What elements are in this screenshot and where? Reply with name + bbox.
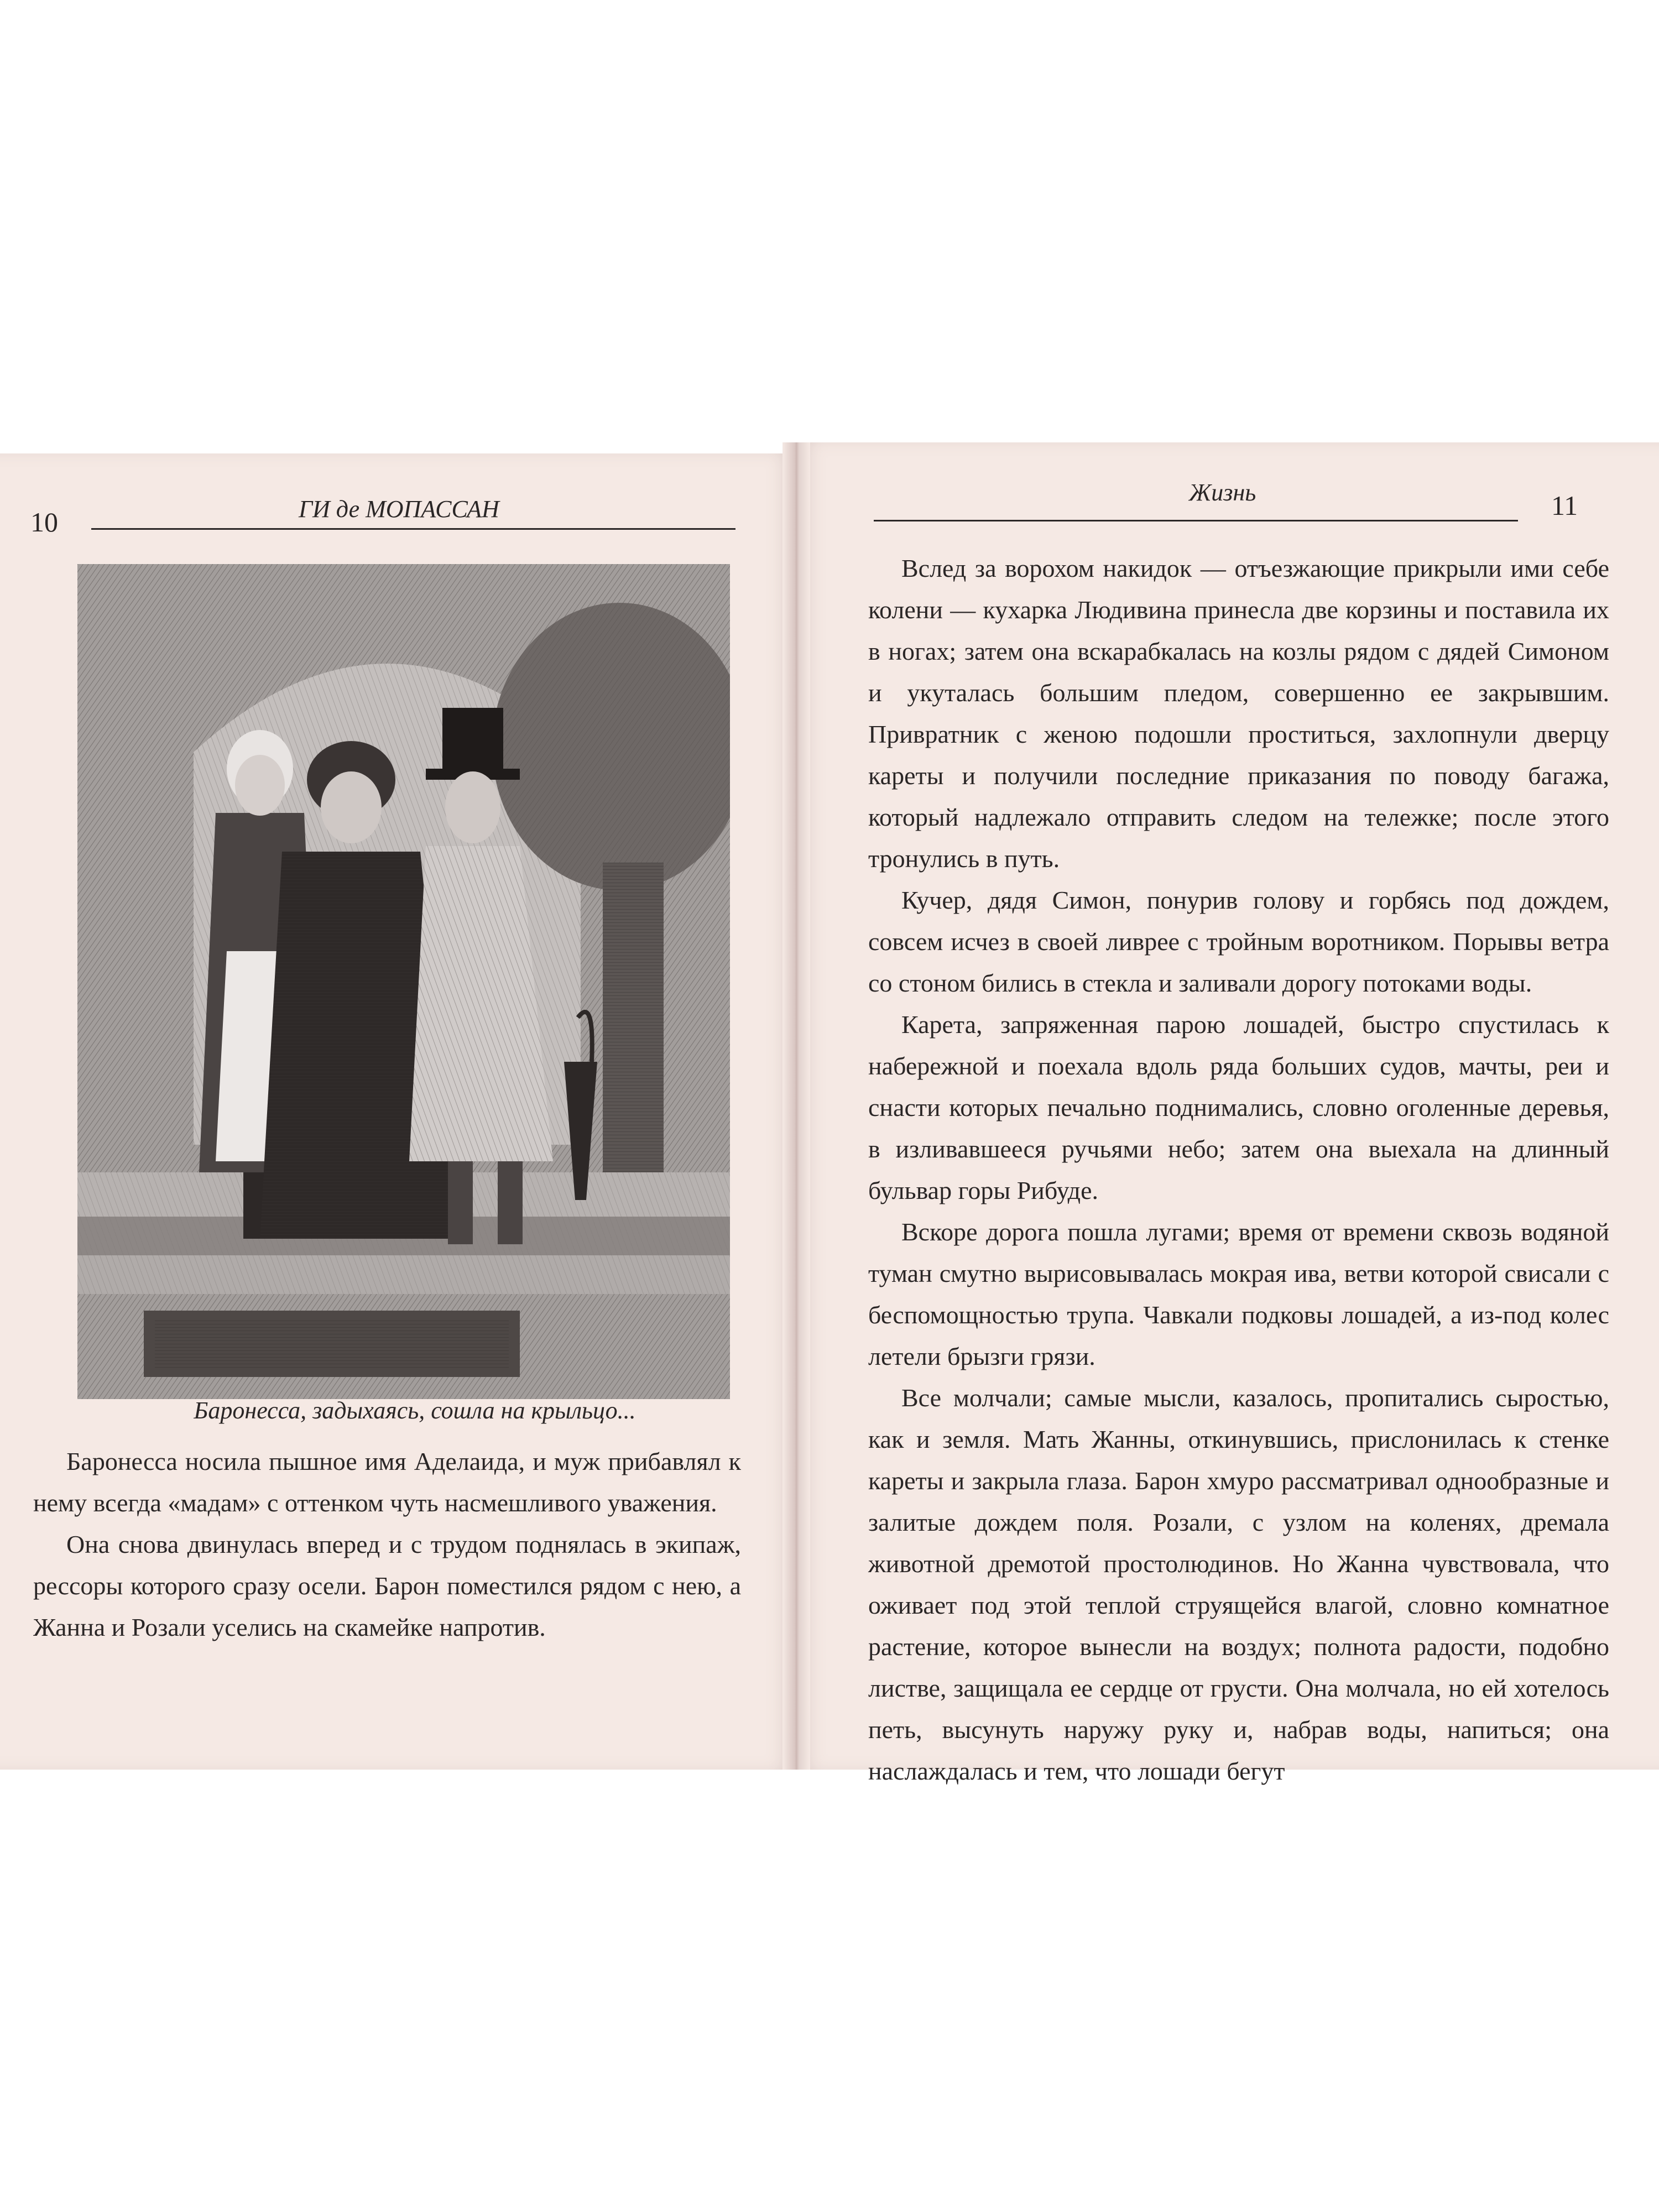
left-header-rule: [91, 528, 735, 530]
left-page-number: 10: [30, 507, 58, 538]
right-page-number: 11: [1551, 490, 1578, 521]
engraving-illustration: [77, 564, 730, 1399]
book-gutter: [782, 442, 810, 1770]
left-paragraph-2: Она снова двинулась вперед и с трудом поднялась в экипаж, рессоры которого сразу осели. Барон поместился рядом с нею, а Жанна и Розали уселись на скамейке напротив.: [33, 1530, 741, 1641]
right-running-head: Жизнь: [1189, 479, 1256, 506]
right-paragraph-4: Вскоре дорога пошла лугами; время от времени сквозь водяной туман смутно вырисовывалась мокрая ива, ветви которой свисали с беспомощностью трупа. Чавкали подковы лошадей, а из-под колес летели брызги грязи.: [868, 1218, 1609, 1370]
engraving-image: [77, 564, 730, 1399]
left-body-text: [33, 1441, 741, 1648]
right-paragraph-2: Кучер, дядя Симон, понурив голову и горбясь под дождем, совсем исчез в своей ливрее с тройным воротником. Порывы ветра со стоном бились в стекла и заливали дорогу потоками воды.: [868, 886, 1609, 997]
right-paragraph-5: Все молчали; самые мысли, казалось, пропитались сыростью, как и земля. Мать Жанны, откинувшись, прислонилась к стенке кареты и закрыла глаза. Барон хмуро рассматривал однообразные и залитые дождем поля. Розали, с узлом на коленях, дремала животной дремотой простолюдинов. Но Жанна чувствовала, что оживает под этой теплой струящейся влагой, словно комнатное растение, которое вынесли на воздух; полнота радости, подобно листве, защищала ее сердце от грусти. Она молчала, но ей хотелось петь, высунуть наружу руку и, набрав воды, напиться; она наслаждалась и тем, что лошади бегут: [868, 1384, 1609, 1785]
right-body-text: [868, 547, 1609, 1792]
left-running-head: ГИ де МОПАССАН: [299, 495, 499, 523]
left-paragraph-1: Баронесса носила пышное имя Аделаида, и муж прибавлял к нему всегда «мадам» с оттенком чуть насмешливого уважения.: [33, 1447, 741, 1517]
right-header-rule: [874, 520, 1518, 521]
right-paragraph-1: Вслед за ворохом накидок — отъезжающие прикрыли ими себе колени — кухарка Людивина принесла две корзины и поставила их в ногах; затем она вскарабкалась на козлы рядом с дядей Симоном и укуталась большим пледом, совершенно ее закрывшим. Привратник с женою подошли проститься, захлопнули дверцу кареты и получили последние приказания по поводу багажа, который надлежало отправить следом на тележке; после этого тронулись в путь.: [868, 554, 1609, 873]
illustration-caption: Баронесса, задыхаясь, сошла на крыльцо...: [194, 1397, 636, 1424]
right-paragraph-3: Карета, запряженная парою лошадей, быстро спустилась к набережной и поехала вдоль ряда больших судов, мачты, реи и снасти которых печально поднимались, словно оголенные деревья, в изливавшееся ручьями небо; затем она выехала на длинный бульвар горы Рибуде.: [868, 1010, 1609, 1204]
